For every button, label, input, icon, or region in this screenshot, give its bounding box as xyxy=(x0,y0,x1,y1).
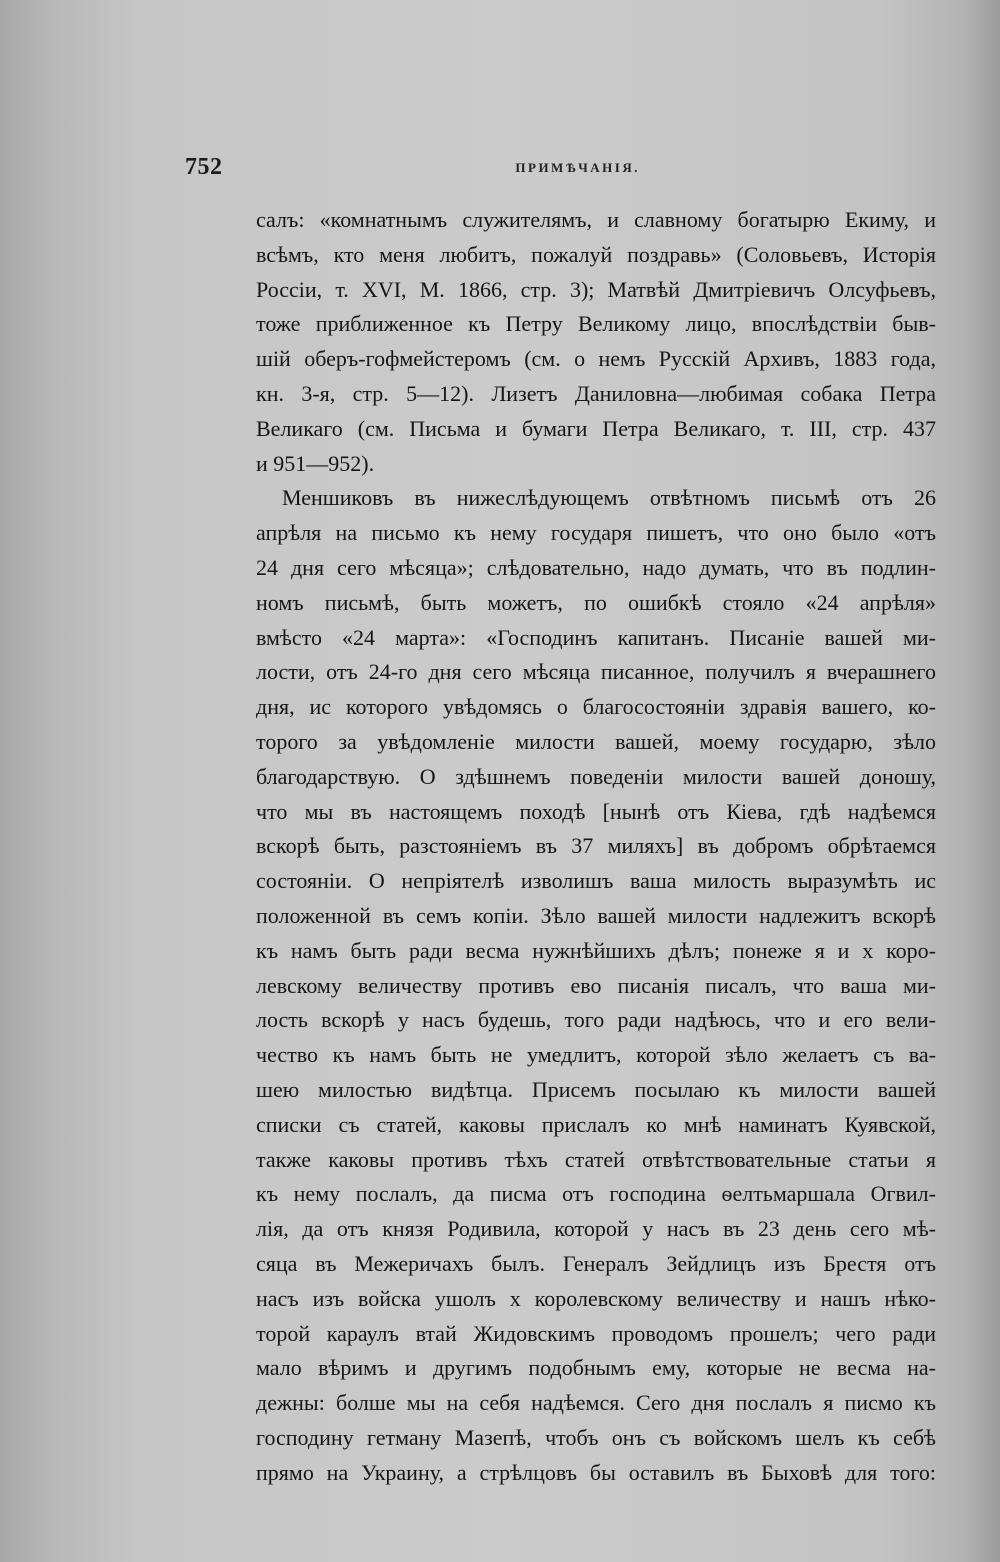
text-line: салъ: «комнатнымъ служителямъ, и славному богатырю Екиму, и xyxy=(256,207,936,232)
running-head: ПРИМѢЧАНІЯ. xyxy=(515,160,640,175)
text-line: насъ изъ войска ушолъ х королевскому величеству и нашъ нѣко- xyxy=(256,1285,936,1311)
text-line: вмѣсто «24 марта»: «Господинъ капитанъ. Писаніе вашей ми- xyxy=(256,624,936,650)
text-line: апрѣля на письмо къ нему государя пишетъ, что оно было «отъ xyxy=(256,520,936,546)
page-header xyxy=(185,150,640,186)
text-line: кн. 3-я, стр. 5—12). Лизетъ Даниловна—любимая собака Петра xyxy=(256,380,936,406)
body-text xyxy=(256,203,936,1490)
text-line: торого за увѣдомленіе милости вашей, моему государю, зѣло xyxy=(256,728,936,754)
text-line: дежны: болше мы на себя надѣемся. Сего дня послалъ я писмо къ xyxy=(256,1390,936,1416)
text-line: къ намъ быть ради весма нужнѣйшихъ дѣлъ; понеже я и х коро- xyxy=(256,937,936,963)
text-line: къ нему послалъ, да писма отъ господина ѳелтьмаршала Огвил- xyxy=(256,1181,936,1207)
text-line: и 951—952). xyxy=(256,450,375,476)
text-line: дня, ис которого увѣдомясь о благосостояніи здравія вашего, ко- xyxy=(256,694,936,720)
text-line: левскому величеству противъ ево писанія писалъ, что ваша ми- xyxy=(256,972,936,998)
text-line: вскорѣ быть, разстояніемъ въ 37 миляхъ] въ добромъ обрѣтаемся xyxy=(256,833,936,859)
text-line: лія, да отъ князя Родивила, которой у насъ въ 23 день сего мѣ- xyxy=(256,1216,936,1242)
text-line: что мы въ настоящемъ походѣ [нынѣ отъ Кіева, гдѣ надѣемся xyxy=(256,798,936,824)
text-line: лость вскорѣ у насъ будешь, того ради надѣюсь, что и его вели- xyxy=(256,1007,936,1033)
text-line: номъ письмѣ, быть можетъ, по ошибкѣ стояло «24 апрѣля» xyxy=(256,589,936,615)
text-line: Россіи, т. XVI, М. 1866, стр. 3); Матвѣй Дмитріевичъ Олсуфьевъ, xyxy=(256,276,936,302)
text-line: мало вѣримъ и другимъ подобнымъ ему, которые не весма на- xyxy=(256,1355,936,1381)
text-line: 24 дня сего мѣсяца»; слѣдовательно, надо думать, что въ подлин- xyxy=(256,554,936,580)
text-line: торой караулъ втай Жидовскимъ проводомъ прошелъ; чего ради xyxy=(256,1320,936,1346)
text-line: прямо на Украину, а стрѣлцовъ бы оставилъ въ Быховѣ для того: xyxy=(256,1459,936,1485)
text-line: чество къ намъ быть не умедлитъ, которой зѣло желаетъ съ ва- xyxy=(256,1042,936,1068)
text-line: лости, отъ 24-го дня сего мѣсяца писанное, получилъ я вчерашнего xyxy=(256,659,936,685)
text-line: состояніи. О непріятелѣ изволишъ ваша милость выразумѣть ис xyxy=(256,868,936,894)
text-line: положенной въ семъ копіи. Зѣло вашей милости надлежитъ вскорѣ xyxy=(256,902,936,928)
text-line: шею милостью видѣтца. Присемъ посылаю къ милости вашей xyxy=(256,1076,936,1102)
text-line: Великаго (см. Письма и бумаги Петра Великаго, т. III, стр. 437 xyxy=(256,415,936,441)
text-line: господину гетману Мазепѣ, чтобъ онъ съ войскомъ шелъ къ себѣ xyxy=(256,1424,936,1450)
text-line: сяца въ Межеричахъ былъ. Генералъ Зейдлицъ изъ Брестя отъ xyxy=(256,1250,936,1276)
text-line: благодарствую. О здѣшнемъ поведеніи милости вашей доношу, xyxy=(256,763,936,789)
text-line: тоже приближенное къ Петру Великому лицо, впослѣдствіи быв- xyxy=(256,311,936,337)
text-line: всѣмъ, кто меня любитъ, пожалуй поздравь» (Соловьевъ, Исторія xyxy=(256,241,936,267)
page-number: 752 xyxy=(185,154,223,180)
text-line: также каковы противъ тѣхъ статей отвѣтствовательные статьи я xyxy=(256,1146,936,1172)
text-line: шій оберъ-гофмейстеромъ (см. о немъ Русскій Архивъ, 1883 года, xyxy=(256,346,936,372)
paragraph-start: Меншиковъ въ нижеслѣдующемъ отвѣтномъ письмѣ отъ 26 xyxy=(282,485,936,511)
text-line: списки съ статей, каковы прислалъ ко мнѣ наминатъ Куявской, xyxy=(256,1111,936,1137)
